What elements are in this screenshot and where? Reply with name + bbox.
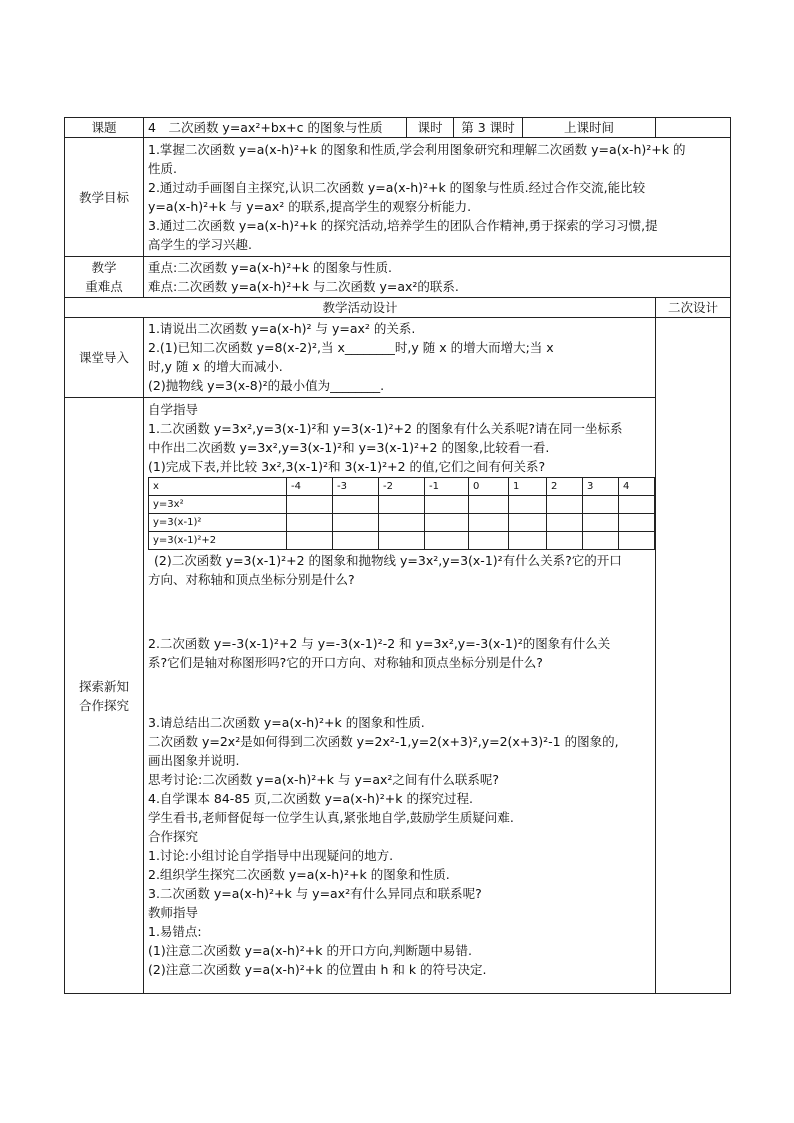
value-table-blank-cell[interactable] <box>379 496 425 514</box>
explore-label-line2: 合作探究 <box>78 697 129 713</box>
value-table-blank-cell[interactable] <box>583 514 619 532</box>
value-table-header-cell: -2 <box>379 478 425 496</box>
explore-line: 系?它们是轴对称图形吗?它的开口方向、对称轴和顶点坐标分别是什么? <box>148 655 543 670</box>
course-title: 4 二次函数 y=ax²+bx+c 的图象与性质 <box>144 118 407 138</box>
explore-line: 自学指导 <box>148 402 199 417</box>
activity-header-row <box>65 298 731 318</box>
explore-line: (2)注意二次函数 y=a(x-h)²+k 的位置由 h 和 k 的符号决定. <box>148 962 487 977</box>
explore-row <box>65 398 731 994</box>
value-table-blank-cell[interactable] <box>333 532 379 550</box>
value-table-header-cell: -1 <box>425 478 469 496</box>
value-table-blank-cell[interactable] <box>547 496 583 514</box>
value-table-blank-cell[interactable] <box>287 496 333 514</box>
value-table-blank-cell[interactable] <box>379 532 425 550</box>
value-table-row <box>149 496 655 514</box>
activity-design-heading: 教学活动设计 <box>65 298 656 318</box>
explore-line: 4.自学课本 84-85 页,二次函数 y=a(x-h)²+k 的探究过程. <box>148 791 473 806</box>
answer-space <box>148 672 651 713</box>
value-table-header-cell: x <box>149 478 287 496</box>
value-table-blank-cell[interactable] <box>469 496 509 514</box>
time-label: 上课时间 <box>523 118 656 138</box>
value-table-blank-cell[interactable] <box>425 514 469 532</box>
goals-line: 1.掌握二次函数 y=a(x-h)²+k 的图象和性质,学会利用图象研究和理解二次函数 y=a(x-h)²+k 的 <box>148 142 686 157</box>
key-point-line: 难点:二次函数 y=a(x-h)²+k 与二次函数 y=ax²的联系. <box>148 279 459 294</box>
lesson-plan-table <box>64 117 731 994</box>
value-table-blank-cell[interactable] <box>287 532 333 550</box>
explore-line: 中作出二次函数 y=3x²,y=3(x-1)²和 y=3(x-1)²+2 的图象,比较看一看. <box>148 440 550 455</box>
explore-line: 1.易错点: <box>148 924 202 939</box>
value-table-row-label: y=3(x-1)² <box>149 514 287 532</box>
explore-line: 1.二次函数 y=3x²,y=3(x-1)²和 y=3(x-1)²+2 的图象有什么关系呢?请在同一坐标系 <box>148 421 623 436</box>
answer-space <box>148 589 651 634</box>
goals-label: 教学目标 <box>65 138 144 257</box>
header-row <box>65 118 731 138</box>
intro-line: 2.(1)已知二次函数 y=8(x-2)²,当 x________时,y 随 x 的增大而增大;当 x <box>148 340 554 355</box>
value-table-blank-cell[interactable] <box>425 532 469 550</box>
explore-line: 2.组织学生探究二次函数 y=a(x-h)²+k 的图象和性质. <box>148 867 450 882</box>
value-table-header-row <box>149 478 655 496</box>
explore-label-line1: 探索新知 <box>78 678 129 694</box>
intro-line: (2)抛物线 y=3(x-8)²的最小值为________. <box>148 378 385 393</box>
value-table-header-cell: 2 <box>547 478 583 496</box>
explore-subheading: 合作探究 <box>148 829 199 844</box>
course-label: 课题 <box>65 118 144 138</box>
value-table-blank-cell[interactable] <box>469 514 509 532</box>
value-table-row <box>149 532 655 550</box>
goals-line: 2.通过动手画图自主探究,认识二次函数 y=a(x-h)²+k 的图象与性质.经过合作交流,能比较 <box>148 180 646 195</box>
explore-line: 学生看书,老师督促每一位学生认真,紧张地自学,鼓励学生质疑问难. <box>148 810 514 825</box>
goals-line: 3.通过二次函数 y=a(x-h)²+k 的探究活动,培养学生的团队合作精神,勇于探索的学习习惯,提 <box>148 218 658 233</box>
value-table-row-label: y=3x² <box>149 496 287 514</box>
intro-label: 课堂导入 <box>65 318 144 398</box>
intro-row <box>65 318 731 398</box>
goals-line: 高学生的学习兴趣. <box>148 237 252 252</box>
key-point-line: 重点:二次函数 y=a(x-h)²+k 的图象与性质. <box>148 260 392 275</box>
value-table-blank-cell[interactable] <box>379 514 425 532</box>
value-table-blank-cell[interactable] <box>509 514 547 532</box>
value-table-header-cell: -4 <box>287 478 333 496</box>
time-value <box>656 118 731 138</box>
value-table-blank-cell[interactable] <box>287 514 333 532</box>
intro-line: 1.请说出二次函数 y=a(x-h)² 与 y=ax² 的关系. <box>148 321 416 336</box>
value-table-blank-cell[interactable] <box>509 532 547 550</box>
value-table-blank-cell[interactable] <box>509 496 547 514</box>
value-table-header-cell: 4 <box>619 478 655 496</box>
explore-content <box>144 398 656 994</box>
value-table-blank-cell[interactable] <box>547 532 583 550</box>
explore-subheading: 教师指导 <box>148 905 199 920</box>
second-design-cell <box>656 318 731 994</box>
value-table-blank-cell[interactable] <box>425 496 469 514</box>
value-table <box>148 477 655 550</box>
value-table-header-cell: 3 <box>583 478 619 496</box>
explore-line: 3.二次函数 y=a(x-h)²+k 与 y=ax²有什么异同点和联系呢? <box>148 886 482 901</box>
value-table-blank-cell[interactable] <box>333 514 379 532</box>
explore-line: (2)二次函数 y=3(x-1)²+2 的图象和抛物线 y=3x²,y=3(x-1)²有什么关系?它的开口 <box>154 553 622 568</box>
explore-line: 1.讨论:小组讨论自学指导中出现疑问的地方. <box>148 848 394 863</box>
intro-line: 时,y 随 x 的增大而减小. <box>148 359 283 374</box>
value-table-blank-cell[interactable] <box>619 532 655 550</box>
goals-line: 性质. <box>148 161 177 176</box>
explore-line: (1)完成下表,并比较 3x²,3(x-1)²和 3(x-1)²+2 的值,它们之间有何关系? <box>148 459 546 474</box>
explore-line: 二次函数 y=2x²是如何得到二次函数 y=2x²-1,y=2(x+3)²,y=2(x+3)²-1 的图象的, <box>148 734 619 749</box>
goals-content <box>144 138 731 257</box>
explore-line: 思考讨论:二次函数 y=a(x-h)²+k 与 y=ax²之间有什么联系呢? <box>148 772 500 787</box>
value-table-blank-cell[interactable] <box>333 496 379 514</box>
explore-line: 方向、对称轴和顶点坐标分别是什么? <box>148 572 355 587</box>
value-table-header-cell: 0 <box>469 478 509 496</box>
value-table-blank-cell[interactable] <box>583 532 619 550</box>
value-table-header-cell: 1 <box>509 478 547 496</box>
key-points-label-line2: 重难点 <box>85 279 123 294</box>
value-table-row <box>149 514 655 532</box>
key-points-content <box>144 257 731 298</box>
explore-label <box>65 398 144 994</box>
period-label: 课时 <box>407 118 454 138</box>
goals-row <box>65 138 731 257</box>
key-points-label-line1: 教学 <box>91 260 117 275</box>
value-table-row-label: y=3(x-1)²+2 <box>149 532 287 550</box>
explore-line: 2.二次函数 y=-3(x-1)²+2 与 y=-3(x-1)²-2 和 y=3x²,y=-3(x-1)²的图象有什么关 <box>148 636 611 651</box>
period-value: 第 3 课时 <box>454 118 523 138</box>
value-table-blank-cell[interactable] <box>619 496 655 514</box>
explore-line: (1)注意二次函数 y=a(x-h)²+k 的开口方向,判断题中易错. <box>148 943 472 958</box>
value-table-blank-cell[interactable] <box>547 514 583 532</box>
value-table-blank-cell[interactable] <box>469 532 509 550</box>
intro-content <box>144 318 656 398</box>
key-points-label <box>65 257 144 298</box>
goals-line: y=a(x-h)²+k 与 y=ax² 的联系,提高学生的观察分析能力. <box>148 199 472 214</box>
value-table-blank-cell[interactable] <box>583 496 619 514</box>
explore-line: 3.请总结出二次函数 y=a(x-h)²+k 的图象和性质. <box>148 715 425 730</box>
value-table-header-cell: -3 <box>333 478 379 496</box>
key-points-row <box>65 257 731 298</box>
value-table-blank-cell[interactable] <box>619 514 655 532</box>
second-design-heading: 二次设计 <box>656 298 731 318</box>
explore-line: 画出图象并说明. <box>148 753 240 768</box>
lesson-plan-page <box>64 117 730 994</box>
